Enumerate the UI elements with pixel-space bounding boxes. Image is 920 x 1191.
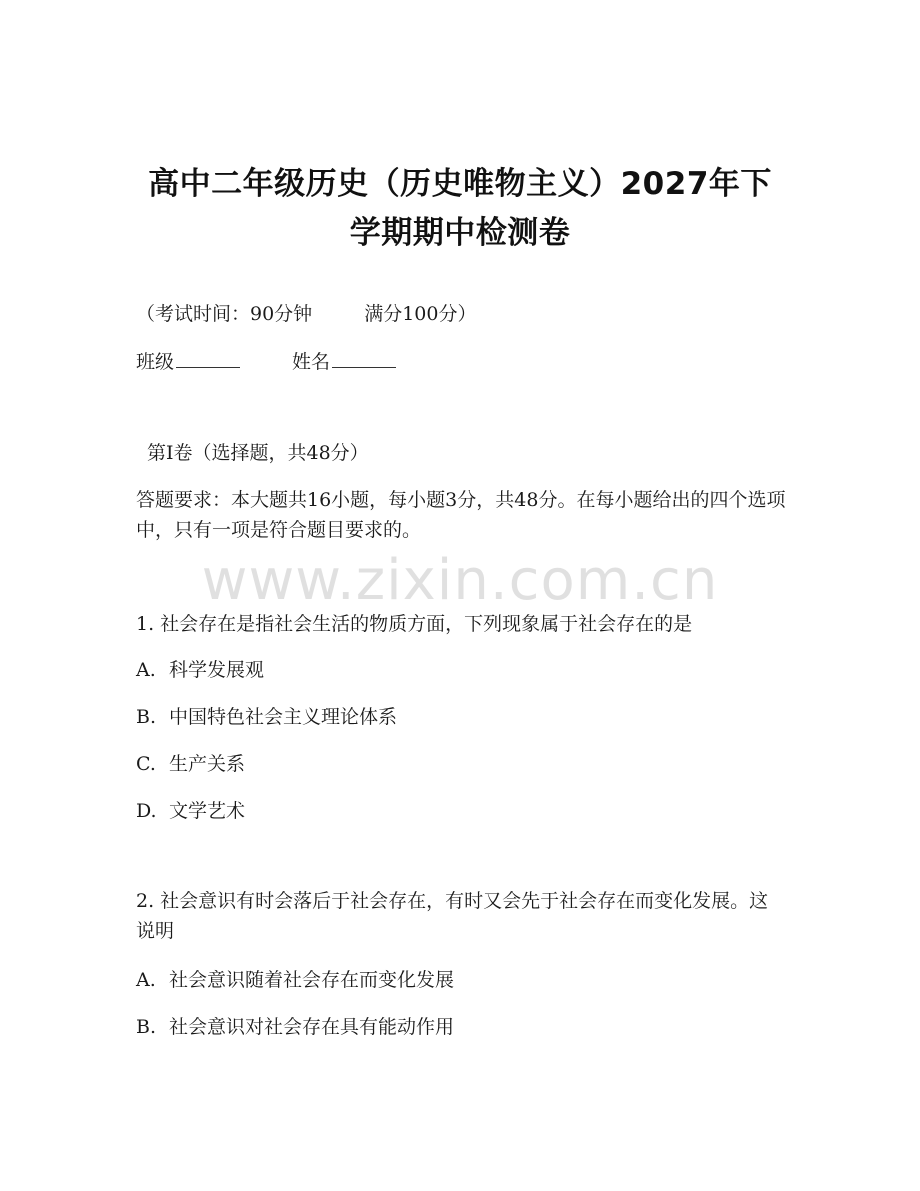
watermark: www.zixin.com.cn	[201, 548, 719, 613]
document-title-line-2: 学期期中检测卷	[349, 215, 571, 251]
question-1-option-b[interactable]	[136, 704, 397, 730]
option-text: 生产关系	[169, 753, 246, 775]
document-title-line-1: 高中二年级历史（历史唯物主义）2027年下	[148, 166, 772, 202]
student-info	[136, 349, 396, 375]
option-text: 文学艺术	[169, 800, 246, 822]
name-label: 姓名	[292, 351, 331, 373]
question-2-stem: 2. 社会意识有时会落后于社会存在，有时又会先于社会存在而变化发展。这说明	[136, 890, 769, 942]
option-letter: B.	[136, 706, 157, 728]
question-2-option-b[interactable]	[136, 1014, 454, 1040]
option-text: 社会意识对社会存在具有能动作用	[169, 1016, 455, 1038]
question-1-option-a[interactable]	[136, 657, 264, 683]
option-text: 社会意识随着社会存在而变化发展	[169, 969, 455, 991]
option-letter: C.	[136, 753, 156, 775]
option-text: 科学发展观	[169, 659, 265, 681]
class-blank[interactable]	[176, 349, 240, 368]
option-text: 中国特色社会主义理论体系	[169, 706, 398, 728]
option-letter: A.	[136, 969, 156, 991]
option-letter: D.	[136, 800, 157, 822]
exam-info	[136, 301, 476, 327]
question-1-option-d[interactable]	[136, 798, 245, 824]
instructions: 答题要求：本大题共16小题，每小题3分，共48分。在每小题给出的四个选项中，只有一项是符合题目要求的。	[136, 489, 786, 541]
exam-time: （考试时间：90分钟	[136, 303, 313, 325]
option-letter: A.	[136, 659, 156, 681]
class-label: 班级	[136, 351, 175, 373]
question-2-option-a[interactable]	[136, 967, 454, 993]
question-1-stem: 1. 社会存在是指社会生活的物质方面，下列现象属于社会存在的是	[136, 613, 693, 635]
question-1-option-c[interactable]	[136, 751, 245, 777]
name-blank[interactable]	[332, 349, 396, 368]
full-score: 满分100分）	[364, 303, 477, 325]
option-letter: B.	[136, 1016, 157, 1038]
section-heading: 第Ⅰ卷（选择题，共48分）	[147, 442, 369, 464]
